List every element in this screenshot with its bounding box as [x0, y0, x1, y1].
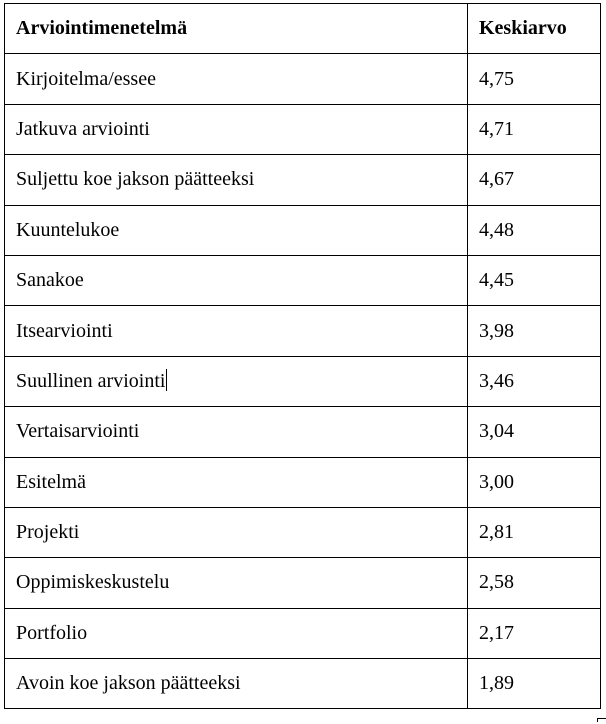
average-cell: 3,98 — [468, 306, 601, 356]
method-cell: Vertaisarviointi — [5, 407, 468, 457]
table-row — [5, 306, 601, 356]
average-cell: 3,00 — [468, 457, 601, 507]
average-cell: 3,46 — [468, 356, 601, 406]
table-row — [5, 356, 601, 406]
text-cursor — [166, 369, 167, 391]
method-cell: Jatkuva arviointi — [5, 104, 468, 154]
table-row — [5, 407, 601, 457]
method-cell: Avoin koe jakson päätteeksi — [5, 659, 468, 709]
average-cell: 2,81 — [468, 507, 601, 557]
method-cell: Projekti — [5, 507, 468, 557]
table-row — [5, 558, 601, 608]
average-cell: 3,04 — [468, 407, 601, 457]
table-row — [5, 54, 601, 104]
method-cell: Esitelmä — [5, 457, 468, 507]
table-row — [5, 255, 601, 305]
average-cell: 4,48 — [468, 205, 601, 255]
table-resize-handle[interactable] — [597, 718, 606, 722]
column-header-average: Keskiarvo — [468, 4, 601, 54]
table-row — [5, 608, 601, 658]
average-cell: 4,71 — [468, 104, 601, 154]
average-cell: 4,67 — [468, 155, 601, 205]
assessment-methods-table — [4, 3, 601, 709]
average-cell: 1,89 — [468, 659, 601, 709]
method-cell: Suljettu koe jakson päätteeksi — [5, 155, 468, 205]
table-row — [5, 507, 601, 557]
table-row — [5, 659, 601, 709]
average-cell: 4,45 — [468, 255, 601, 305]
method-text: Suullinen arviointi — [16, 370, 166, 393]
table-row — [5, 205, 601, 255]
method-cell: Kirjoitelma/essee — [5, 54, 468, 104]
average-cell: 2,17 — [468, 608, 601, 658]
table-header-row — [5, 4, 601, 54]
method-cell: Portfolio — [5, 608, 468, 658]
average-cell: 2,58 — [468, 558, 601, 608]
method-cell: Kuuntelukoe — [5, 205, 468, 255]
method-cell: Oppimiskeskustelu — [5, 558, 468, 608]
table-row — [5, 155, 601, 205]
method-cell: Sanakoe — [5, 255, 468, 305]
table-row — [5, 104, 601, 154]
method-cell[interactable] — [5, 356, 468, 406]
column-header-method: Arviointimenetelmä — [5, 4, 468, 54]
method-cell: Itsearviointi — [5, 306, 468, 356]
table-row — [5, 457, 601, 507]
average-cell: 4,75 — [468, 54, 601, 104]
